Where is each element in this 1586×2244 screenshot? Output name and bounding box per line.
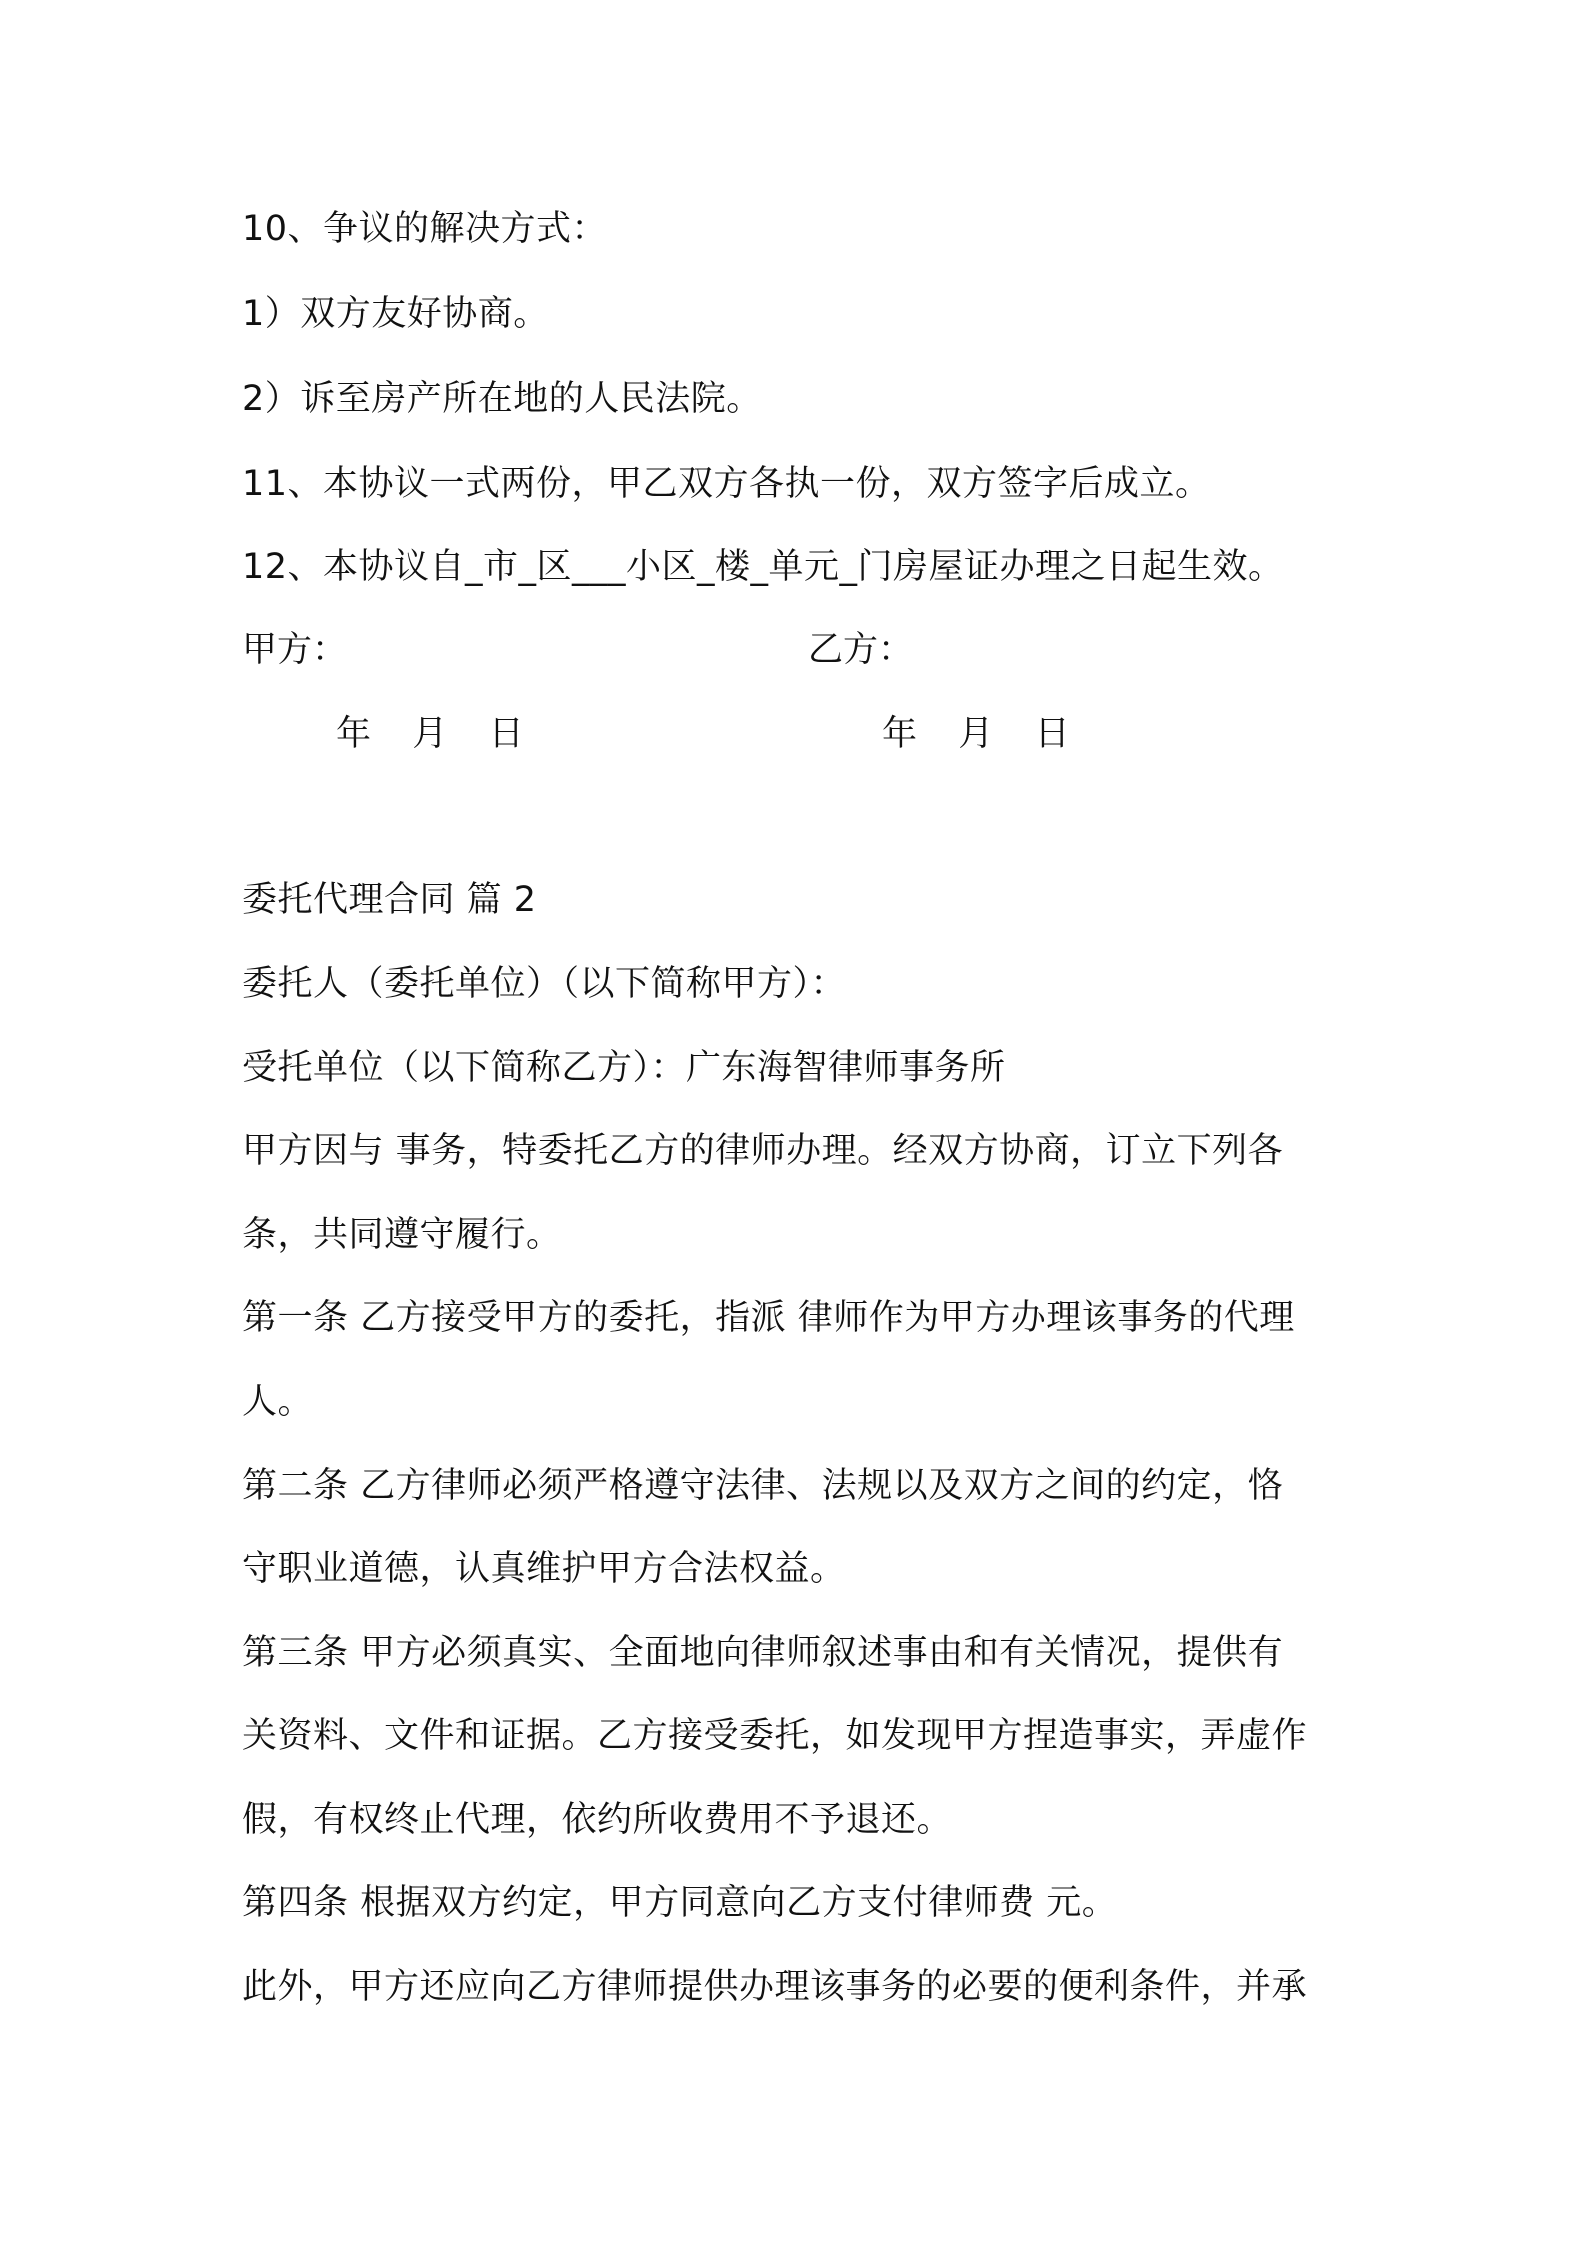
clause-12: 12、本协议自_市_区___小区_楼_单元_门房屋证办理之日起生效。 (242, 547, 1284, 587)
clause-10-title: 10、争议的解决方式： (242, 209, 608, 249)
article-3-line-1: 第三条 甲方必须真实、全面地向律师叙述事由和有关情况，提供有 (242, 1633, 1284, 1673)
intro-line-2: 条，共同遵守履行。 (242, 1215, 562, 1255)
party-b-label: 乙方： (808, 630, 914, 670)
party-a-label: 甲方： (242, 630, 348, 670)
clause-10-item-2: 2）诉至房产所在地的人民法院。 (242, 379, 762, 419)
article-4-line-1: 第四条 根据双方约定，甲方同意向乙方支付律师费 元。 (242, 1883, 1118, 1923)
article-2-line-2: 守职业道德，认真维护甲方合法权益。 (242, 1549, 846, 1589)
clause-11: 11、本协议一式两份，甲乙双方各执一份，双方签字后成立。 (242, 464, 1211, 504)
article-3-line-2: 关资料、文件和证据。乙方接受委托，如发现甲方捏造事实，弄虚作 (242, 1716, 1308, 1756)
clause-10-item-1: 1）双方友好协商。 (242, 294, 549, 334)
client-line: 委托人（委托单位）（以下简称甲方）： (242, 964, 847, 1004)
article-2-line-1: 第二条 乙方律师必须严格遵守法律、法规以及双方之间的约定，恪 (242, 1466, 1284, 1506)
party-b-date: 年 月 日 (882, 714, 1072, 754)
intro-line-1: 甲方因与 事务，特委托乙方的律师办理。经双方协商，订立下列各 (242, 1131, 1284, 1171)
article-1-line-1: 第一条 乙方接受甲方的委托，指派 律师作为甲方办理该事务的代理 (242, 1298, 1295, 1338)
article-3-line-3: 假，有权终止代理，依约所收费用不予退还。 (242, 1800, 953, 1840)
party-a-date: 年 月 日 (336, 714, 526, 754)
contract-2-title: 委托代理合同 篇 2 (242, 880, 537, 920)
article-4-line-2: 此外，甲方还应向乙方律师提供办理该事务的必要的便利条件，并承 (242, 1967, 1308, 2007)
agent-line: 受托单位（以下简称乙方）：广东海智律师事务所 (242, 1048, 1006, 1088)
article-1-line-2: 人。 (242, 1382, 314, 1422)
